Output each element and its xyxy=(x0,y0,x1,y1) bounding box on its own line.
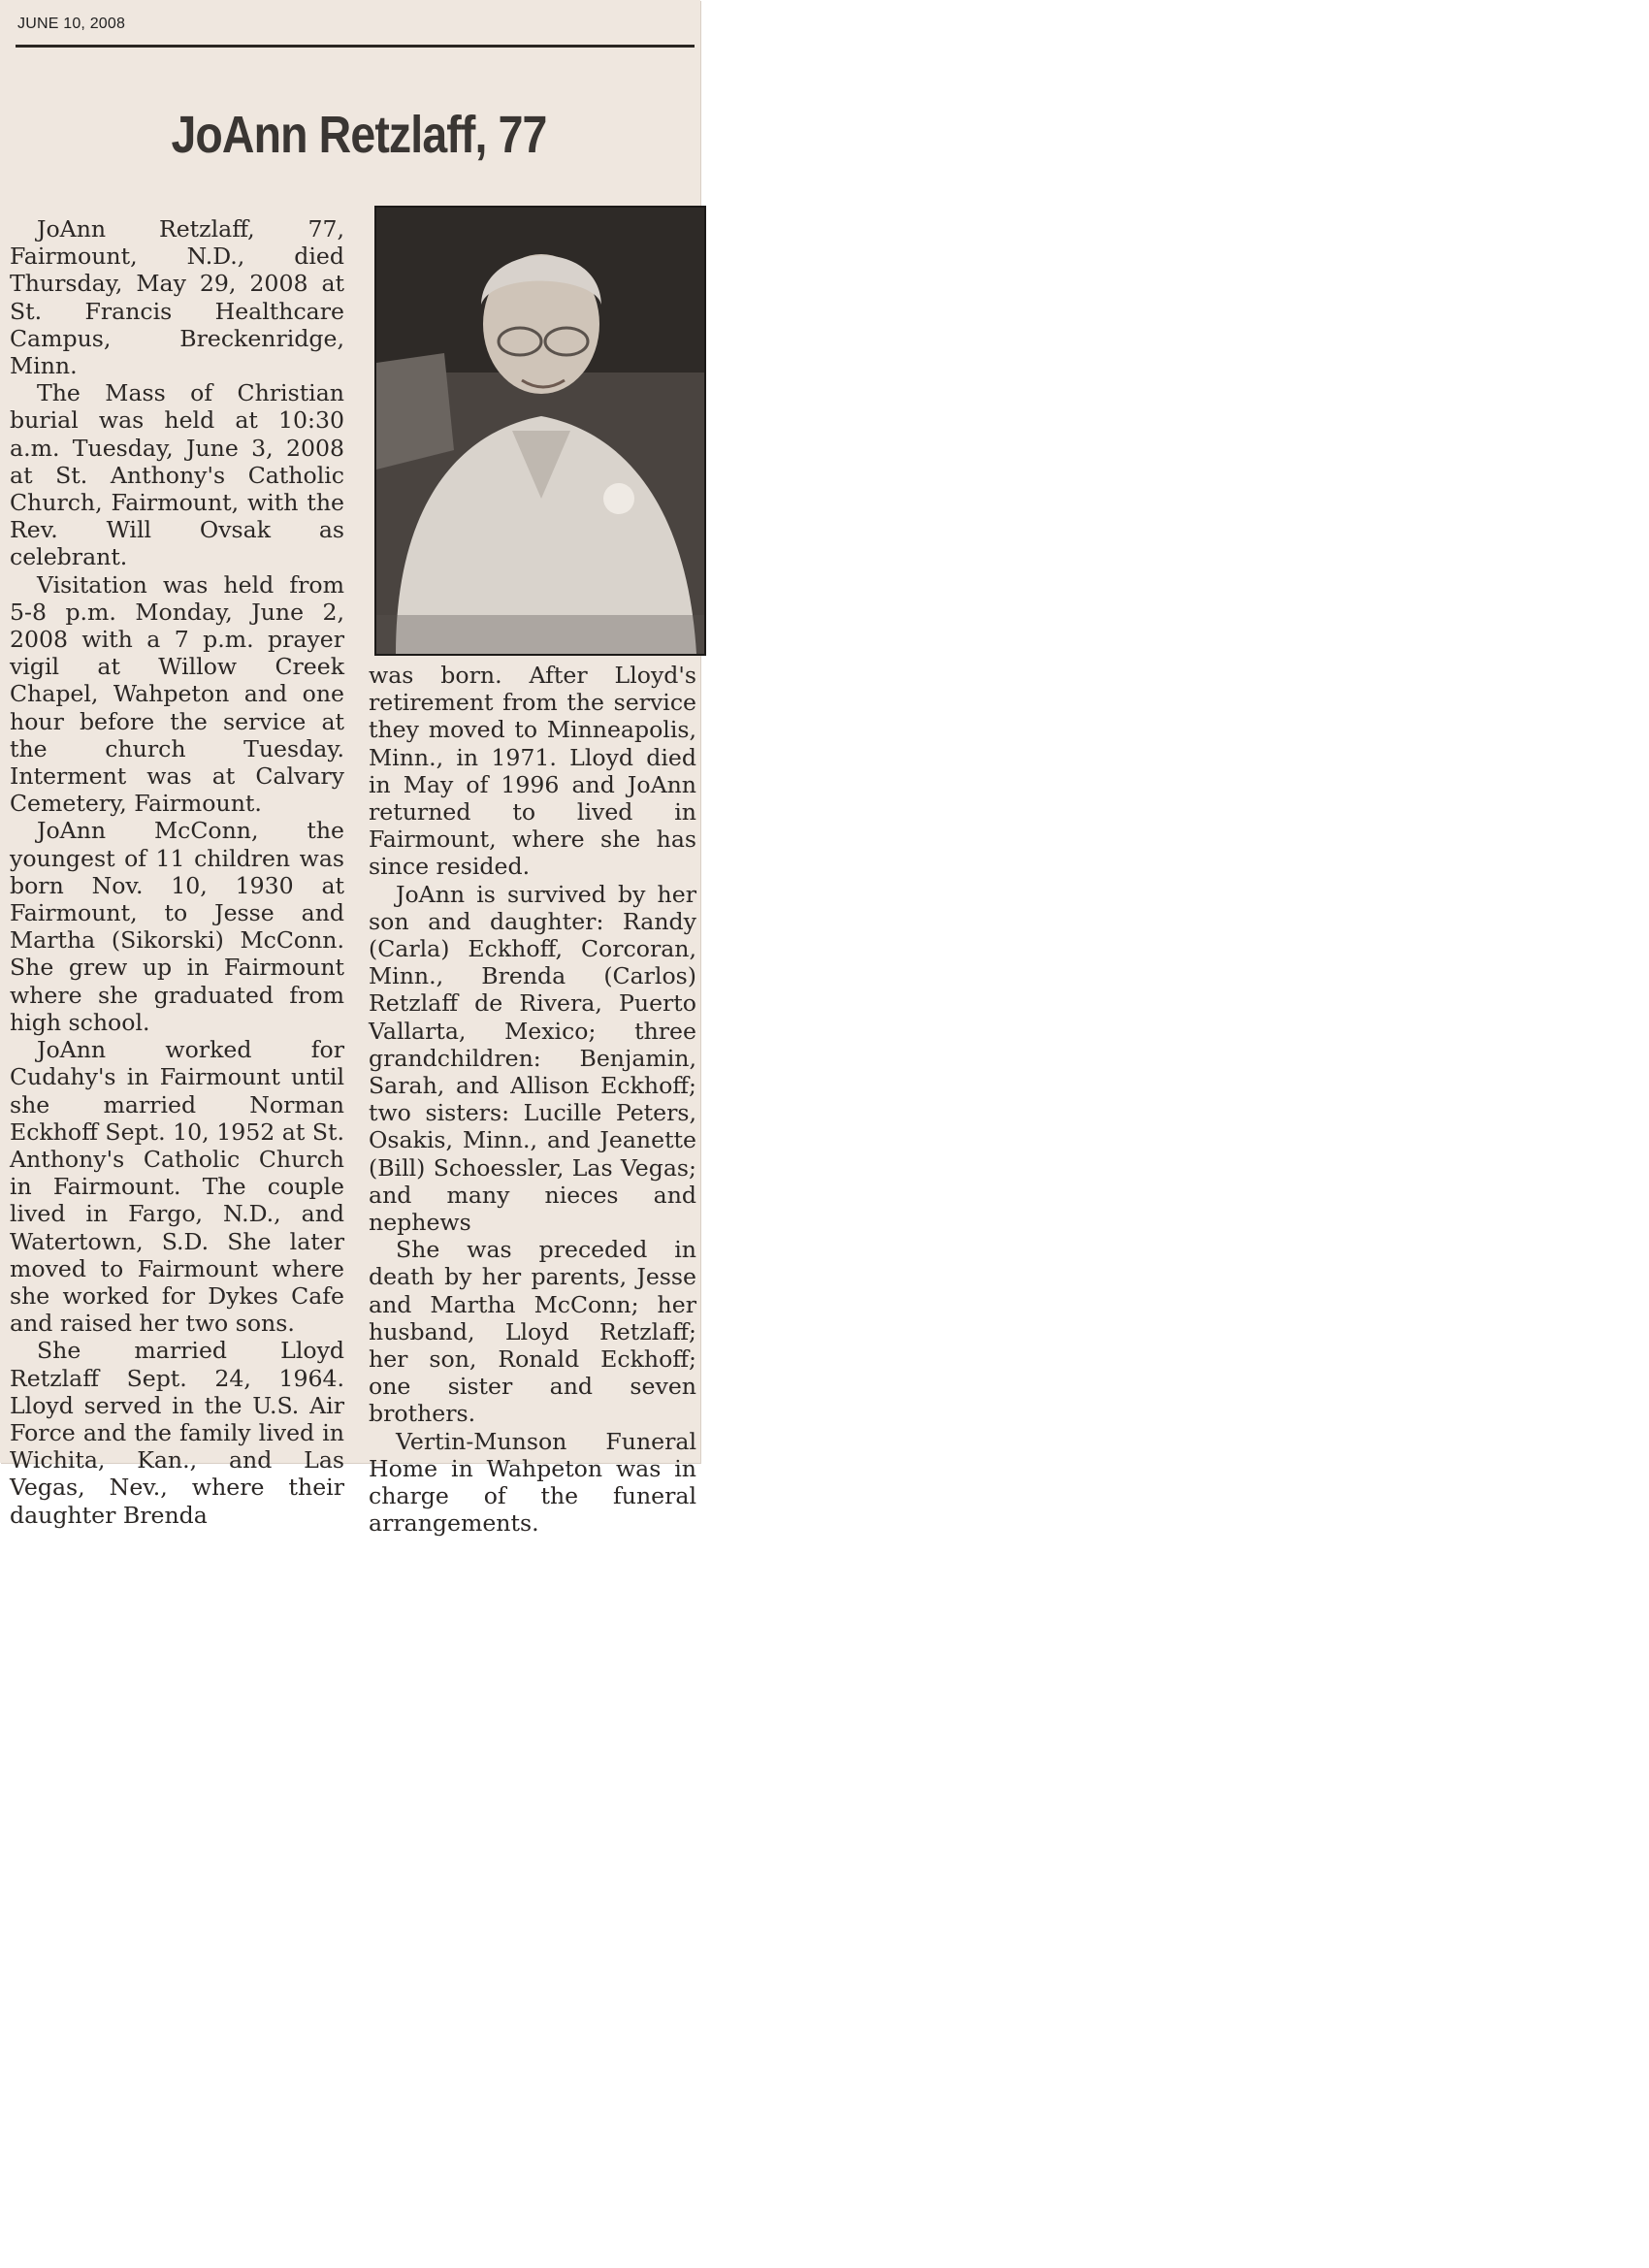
portrait-image xyxy=(376,208,704,654)
header-rule xyxy=(16,45,695,48)
paragraph: was born. After Lloyd's retirement from the service they moved to Minneapolis, Minn., in 1971. Lloyd died in May of 1996 and JoAnn returned to lived in Fairmount, where she has since resided. xyxy=(369,662,696,881)
obituary-headline: JoAnn Retzlaff, 77 xyxy=(171,106,547,164)
portrait-photo xyxy=(374,206,706,656)
paragraph: The Mass of Christian burial was held at 10:30 a.m. Tuesday, June 3, 2008 at St. Anthony's Catholic Church, Fairmount, with the Rev. Will Ovsak as celebrant. xyxy=(10,379,344,571)
paragraph: JoAnn McConn, the youngest of 11 children was born Nov. 10, 1930 at Fairmount, to Jesse and Martha (Sikorski) McConn. She grew up in Fairmount where she graduated from high school. xyxy=(10,817,344,1036)
paragraph: JoAnn Retzlaff, 77, Fairmount, N.D., died Thursday, May 29, 2008 at St. Francis Healthcare Campus, Breckenridge, Minn. xyxy=(10,215,344,380)
dateline: JUNE 10, 2008 xyxy=(17,16,126,32)
paragraph: She married Lloyd Retzlaff Sept. 24, 1964. Lloyd served in the U.S. Air Force and the family lived in Wichita, Kan., and Las Vegas, Nev., where their daughter Brenda xyxy=(10,1337,344,1529)
newspaper-clipping xyxy=(0,0,700,1538)
text-column-2 xyxy=(369,662,696,1538)
paragraph: Visitation was held from 5-8 p.m. Monday, June 2, 2008 with a 7 p.m. prayer vigil at Willow Creek Chapel, Wahpeton and one hour before the service at the church Tuesday. Interment was at Calvary Cemetery, Fairmount. xyxy=(10,570,344,818)
paragraph: She was preceded in death by her parents, Jesse and Martha McConn; her husband, Lloyd Retzlaff; her son, Ronald Eckhoff; one sister and seven brothers. xyxy=(369,1236,696,1428)
text-column-1 xyxy=(10,215,344,1529)
paragraph: Vertin-Munson Funeral Home in Wahpeton was in charge of the funeral arrangements. xyxy=(369,1427,696,1538)
paragraph: JoAnn is survived by her son and daughter: Randy (Carla) Eckhoff, Corcoran, Minn., Brenda (Carlos) Retzlaff de Rivera, Puerto Vallarta, Mexico; three grandchildren: Benjamin, Sarah, and Allison Eckhoff; two sisters: Lucille Peters, Osakis, Minn., and Jeanette (Bill) Schoessler, Las Vegas; and many nieces and nephews xyxy=(369,880,696,1237)
paragraph: JoAnn worked for Cudahy's in Fairmount until she married Norman Eckhoff Sept. 10, 1952 at St. Anthony's Catholic Church in Fairmount. The couple lived in Fargo, N.D., and Watertown, S.D. She later moved to Fairmount where she worked for Dykes Cafe and raised her two sons. xyxy=(10,1036,344,1338)
